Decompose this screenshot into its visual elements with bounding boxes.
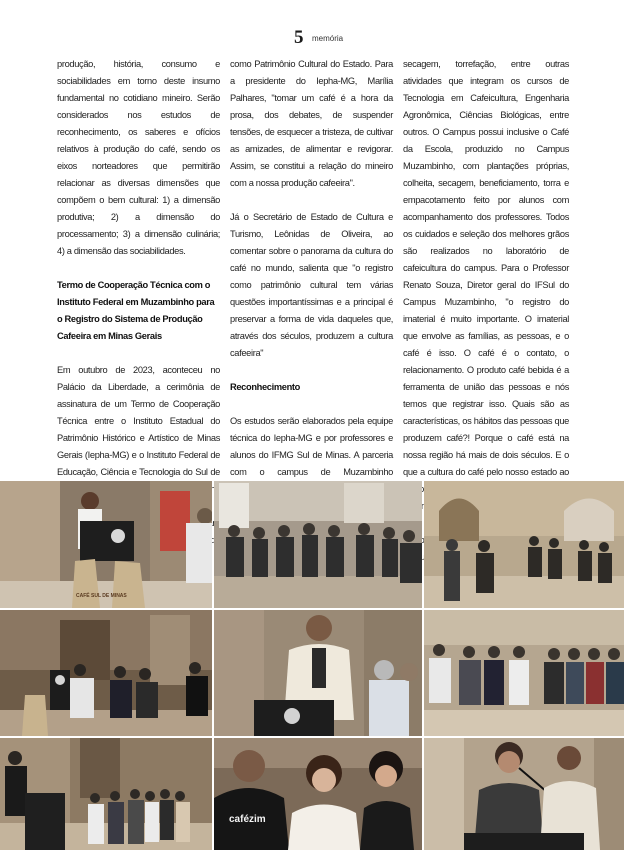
paragraph: produção, história, consumo e sociabilidades em torno deste insumo fundamental no cotidiano mineiro. Serão considerados nos estudos de reconhecimento, os saberes e ofícios relativos à produção do café, sendo os eixos norteadores que permitirão relacionar as diversas dimensões que compõem o bem cultural: 1) a dimensão produtiva; 2) a dimensão do processamento; 3) a dimensão culinária; 4) a dimensão das sociabilidades.	[57, 59, 220, 256]
paragraph: Os estudos serão elaborados pela equipe técnica do Iepha-MG e por professores e alunos do IFMG Sul de Minas. A parceria com o campus de Muzambinho	[230, 416, 393, 477]
section-heading: Reconhecimento	[230, 382, 301, 392]
photo-grid	[0, 481, 624, 850]
text-column-2	[230, 56, 393, 549]
photo-panel-seated	[0, 610, 212, 736]
photo-audience	[214, 481, 422, 608]
page-header	[0, 28, 624, 48]
photo-hall-wide	[424, 481, 624, 608]
page-number: 5	[294, 27, 304, 48]
paragraph: secagem, torrefação, entre outras atividades que integram os cursos de Tecnologia em Cafeicultura, Engenharia Agronômica, Ciências Biológicas, entre outros. O Campus possui inclusive o Café da Escola, produzido no Campus Muzambinho, com plantações próprias, colheita, secagem, beneficiamento, torra e empacotamento feito por alunos com acompanhamento dos professores. Todos os cuidados e seleção dos melhores grãos são realizados no laboratório de cafeicultura do campus. Para o Professor Renato Souza, Diretor geral do IFSul do Campus Muzambinho, "o registro do imaterial é muito importante. O imaterial que envolve as famílias, as pessoas, e o café é isso. O café é o contato, o relacionamento. O produto café bebida é a ferramenta de união das pessoas e nós temos que registrar isso. Quais são as características, os hábitos das pessoas que produzem café?! Porque o café está na nossa região há mais de dois séculos. E o que a cultura do café pelo nosso estado ao responder	[403, 59, 569, 545]
photo-staircase-hall	[0, 738, 212, 850]
section-heading: Termo de Cooperação Técnica com o Instituto Federal em Muzambinho para o Registro do Sistema de Produção Cafeeira em Minas Gerais	[57, 280, 215, 341]
photo-audience-row	[424, 610, 624, 736]
photo-man-microphone	[424, 738, 624, 850]
coffee-bag-label: CAFÉ SUL DE MINAS	[76, 593, 127, 599]
section-label: memória	[312, 34, 344, 43]
photo-speaker-podium	[0, 481, 212, 608]
photo-front-row-guests	[214, 738, 422, 850]
paragraph: Em outubro de 2023, aconteceu no Palácio da Liberdade, a cerimônia de assinatura de um Termo de Cooperação Técnica entre o Instituto Estadual do Patrimônio Histórico e Artístico de Minas Gerais (Iepha-MG) e o Instituto Federal de Educação, Ciência e Tecnologia do Sul de	[57, 365, 220, 477]
paragraph: Já o Secretário de Estado de Cultura e Turismo, Leônidas de Oliveira, ao comentar sobre o panorama da cultura do café no mundo, salienta que "o registro como patrimônio cultural tem várias questões importantíssimas e a principal é preservar a forma de vida daqueles que, através dos séculos, produzem a cultura cafeeira"	[230, 212, 393, 358]
paragraph: como Patrimônio Cultural do Estado. Para a presidente do Iepha-MG, Marília Palhares, "tomar um café é a hora da prosa, dos debates, de suspender tensões, de esquecer a tristeza, de cultivar as amizades, de alimentar e revigorar. Assim, se constitui a relação do mineiro com a nossa produção cafeeira".	[230, 59, 393, 188]
photo-man-speaking	[214, 610, 422, 736]
shirt-logo-text: cafézim	[229, 814, 266, 825]
